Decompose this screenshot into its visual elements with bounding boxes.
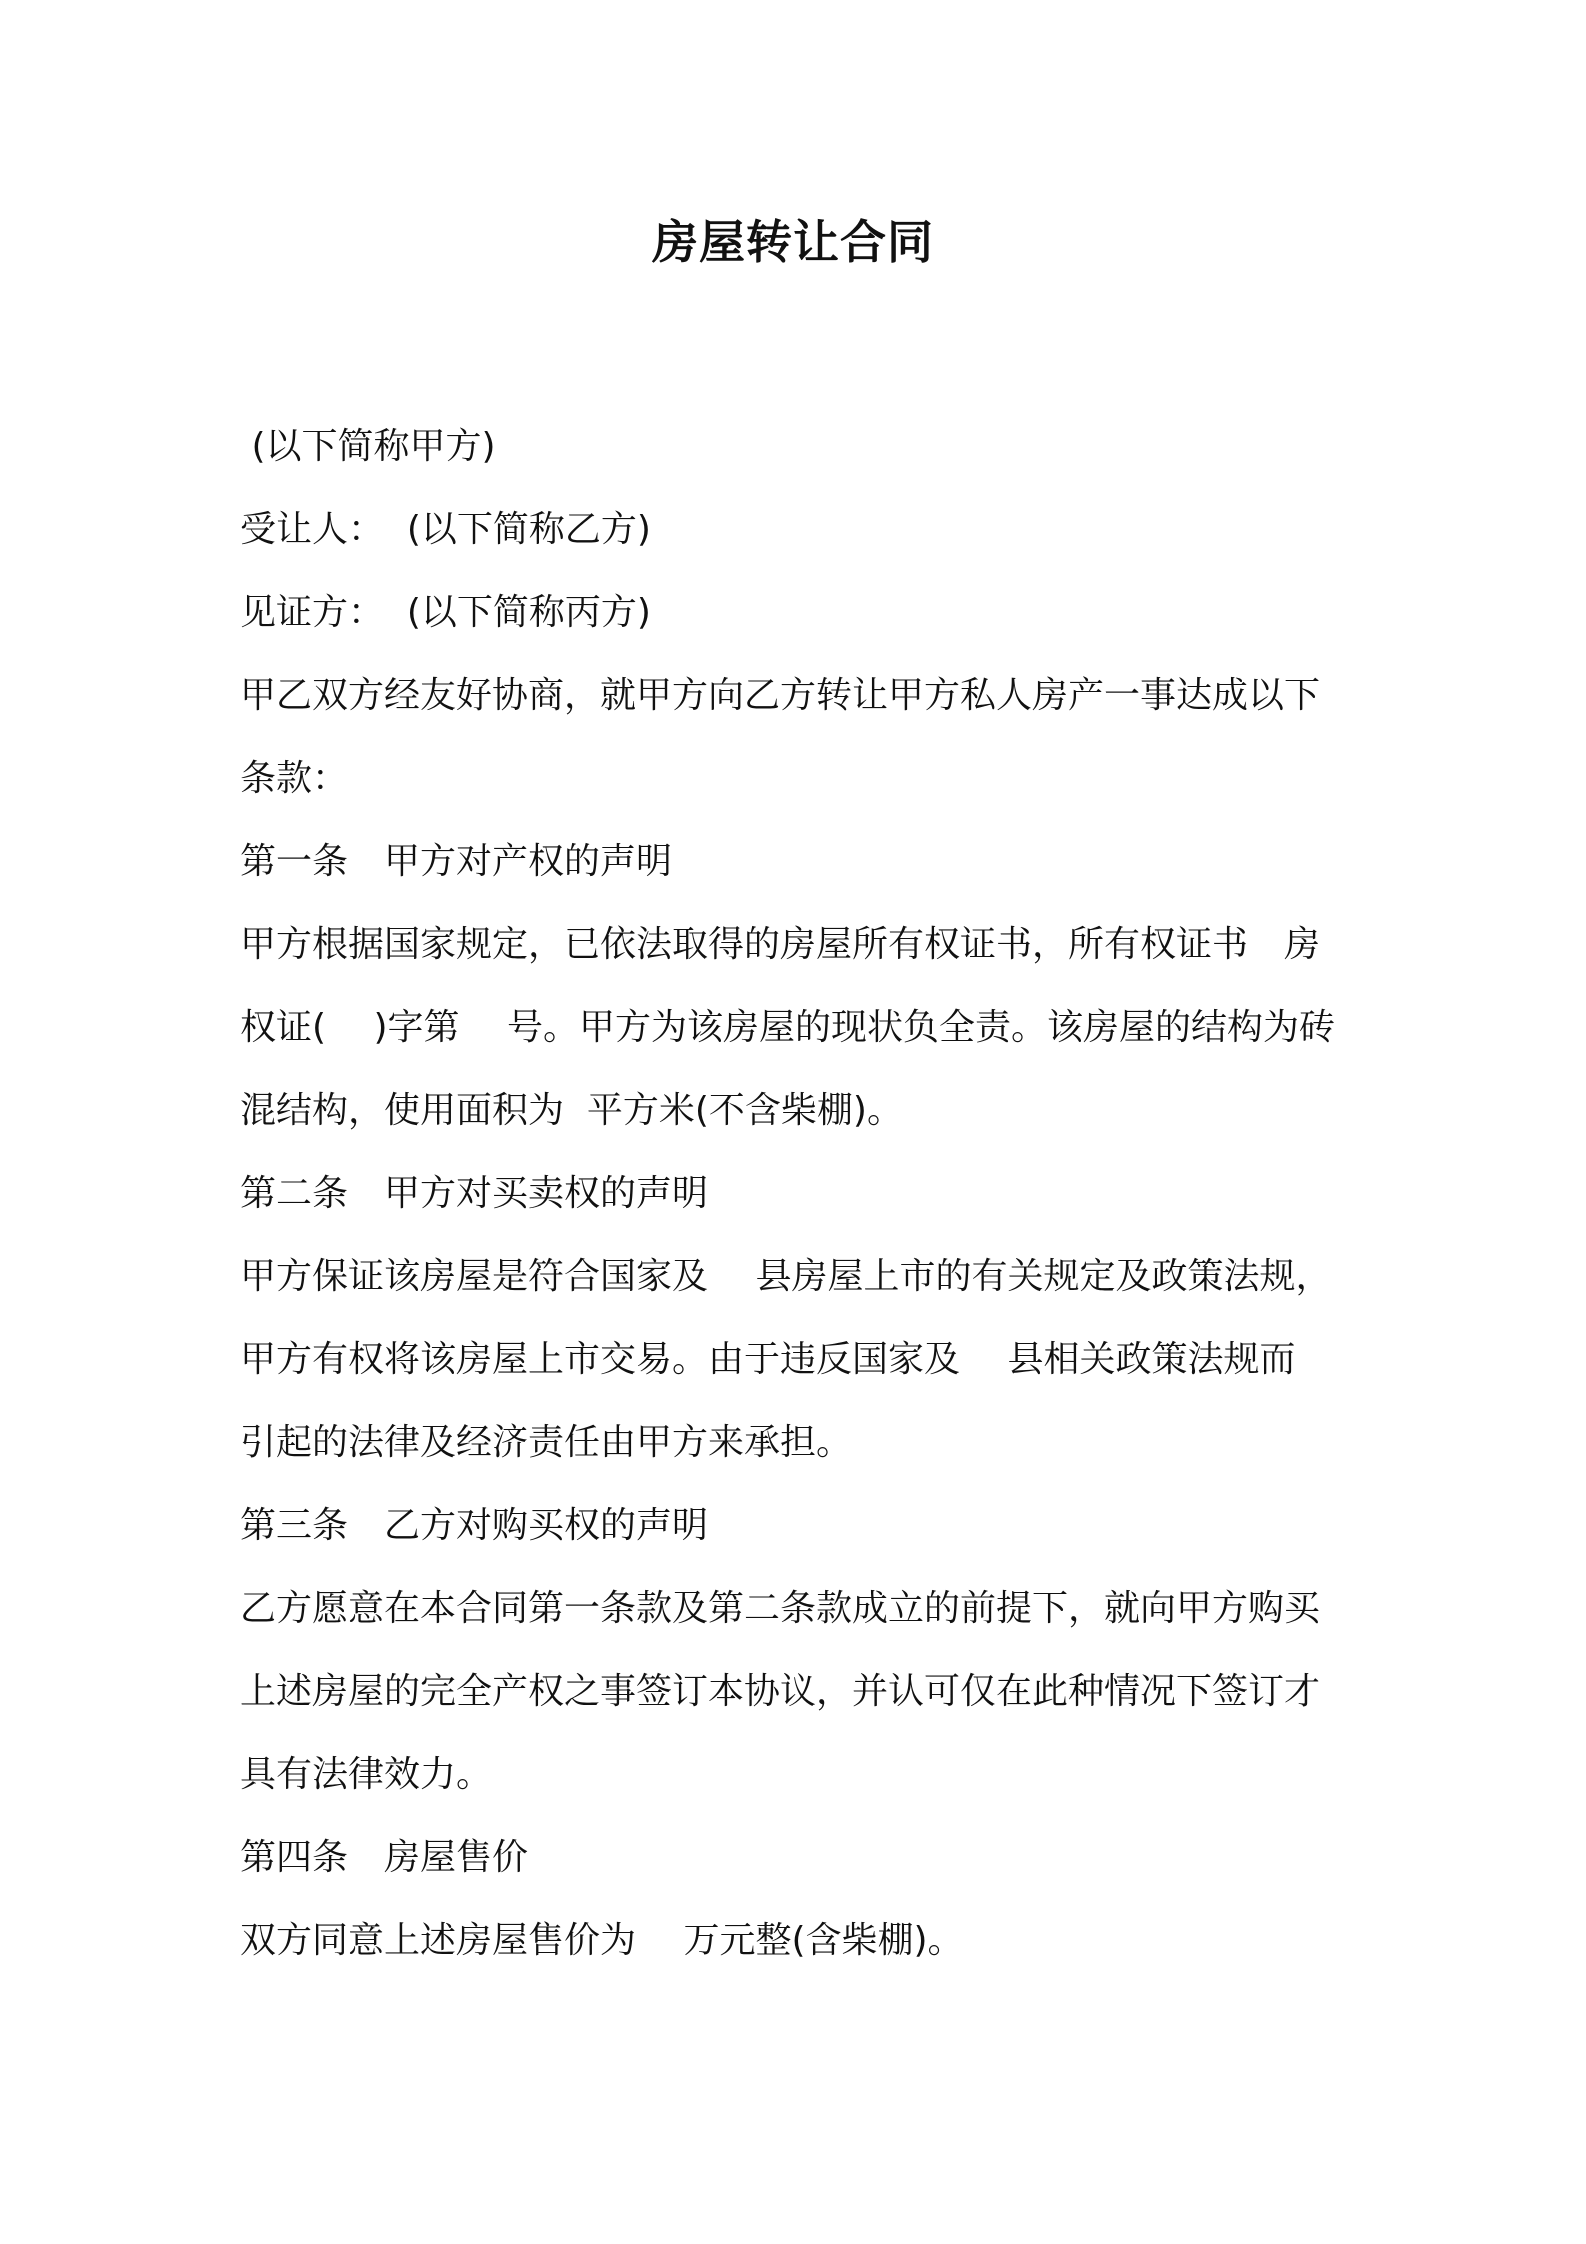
article-1-text-line: 混结构，使用面积为 平方米(不含柴棚)。 bbox=[240, 1090, 903, 1131]
article-2-text-line: 甲方有权将该房屋上市交易。由于违反国家及 县相关政策法规而 bbox=[240, 1339, 1296, 1380]
article-1-heading: 第一条 甲方对产权的声明 bbox=[240, 841, 673, 882]
witness-line: 见证方： (以下简称丙方) bbox=[240, 592, 651, 633]
article-1-text-line: 权证( )字第 号。甲方为该房屋的现状负全责。该房屋的结构为砖 bbox=[240, 1007, 1335, 1048]
party-a-line: (以下简称甲方) bbox=[240, 426, 496, 467]
article-3-text-line: 具有法律效力。 bbox=[240, 1754, 493, 1795]
party-b-line: 受让人： (以下简称乙方) bbox=[240, 509, 651, 550]
intro-paragraph-line: 条款： bbox=[240, 758, 349, 799]
article-3-heading: 第三条 乙方对购买权的声明 bbox=[240, 1505, 709, 1546]
article-3-text-line: 上述房屋的完全产权之事签订本协议，并认可仅在此种情况下签订才 bbox=[240, 1671, 1321, 1712]
article-3-text-line: 乙方愿意在本合同第一条款及第二条款成立的前提下，就向甲方购买 bbox=[240, 1588, 1321, 1629]
document-title: 房屋转让合同 bbox=[652, 215, 934, 269]
intro-paragraph-line: 甲乙双方经友好协商，就甲方向乙方转让甲方私人房产一事达成以下 bbox=[240, 675, 1321, 716]
article-1-text-line: 甲方根据国家规定，已依法取得的房屋所有权证书，所有权证书 房 bbox=[240, 924, 1321, 965]
article-2-text-line: 引起的法律及经济责任由甲方来承担。 bbox=[240, 1422, 853, 1463]
document-body bbox=[240, 405, 1370, 1982]
article-2-heading: 第二条 甲方对买卖权的声明 bbox=[240, 1173, 709, 1214]
article-4-text-line: 双方同意上述房屋售价为 万元整(含柴棚)。 bbox=[240, 1920, 964, 1961]
article-2-text-line: 甲方保证该房屋是符合国家及 县房屋上市的有关规定及政策法规， bbox=[240, 1256, 1332, 1297]
article-4-heading: 第四条 房屋售价 bbox=[240, 1837, 529, 1878]
